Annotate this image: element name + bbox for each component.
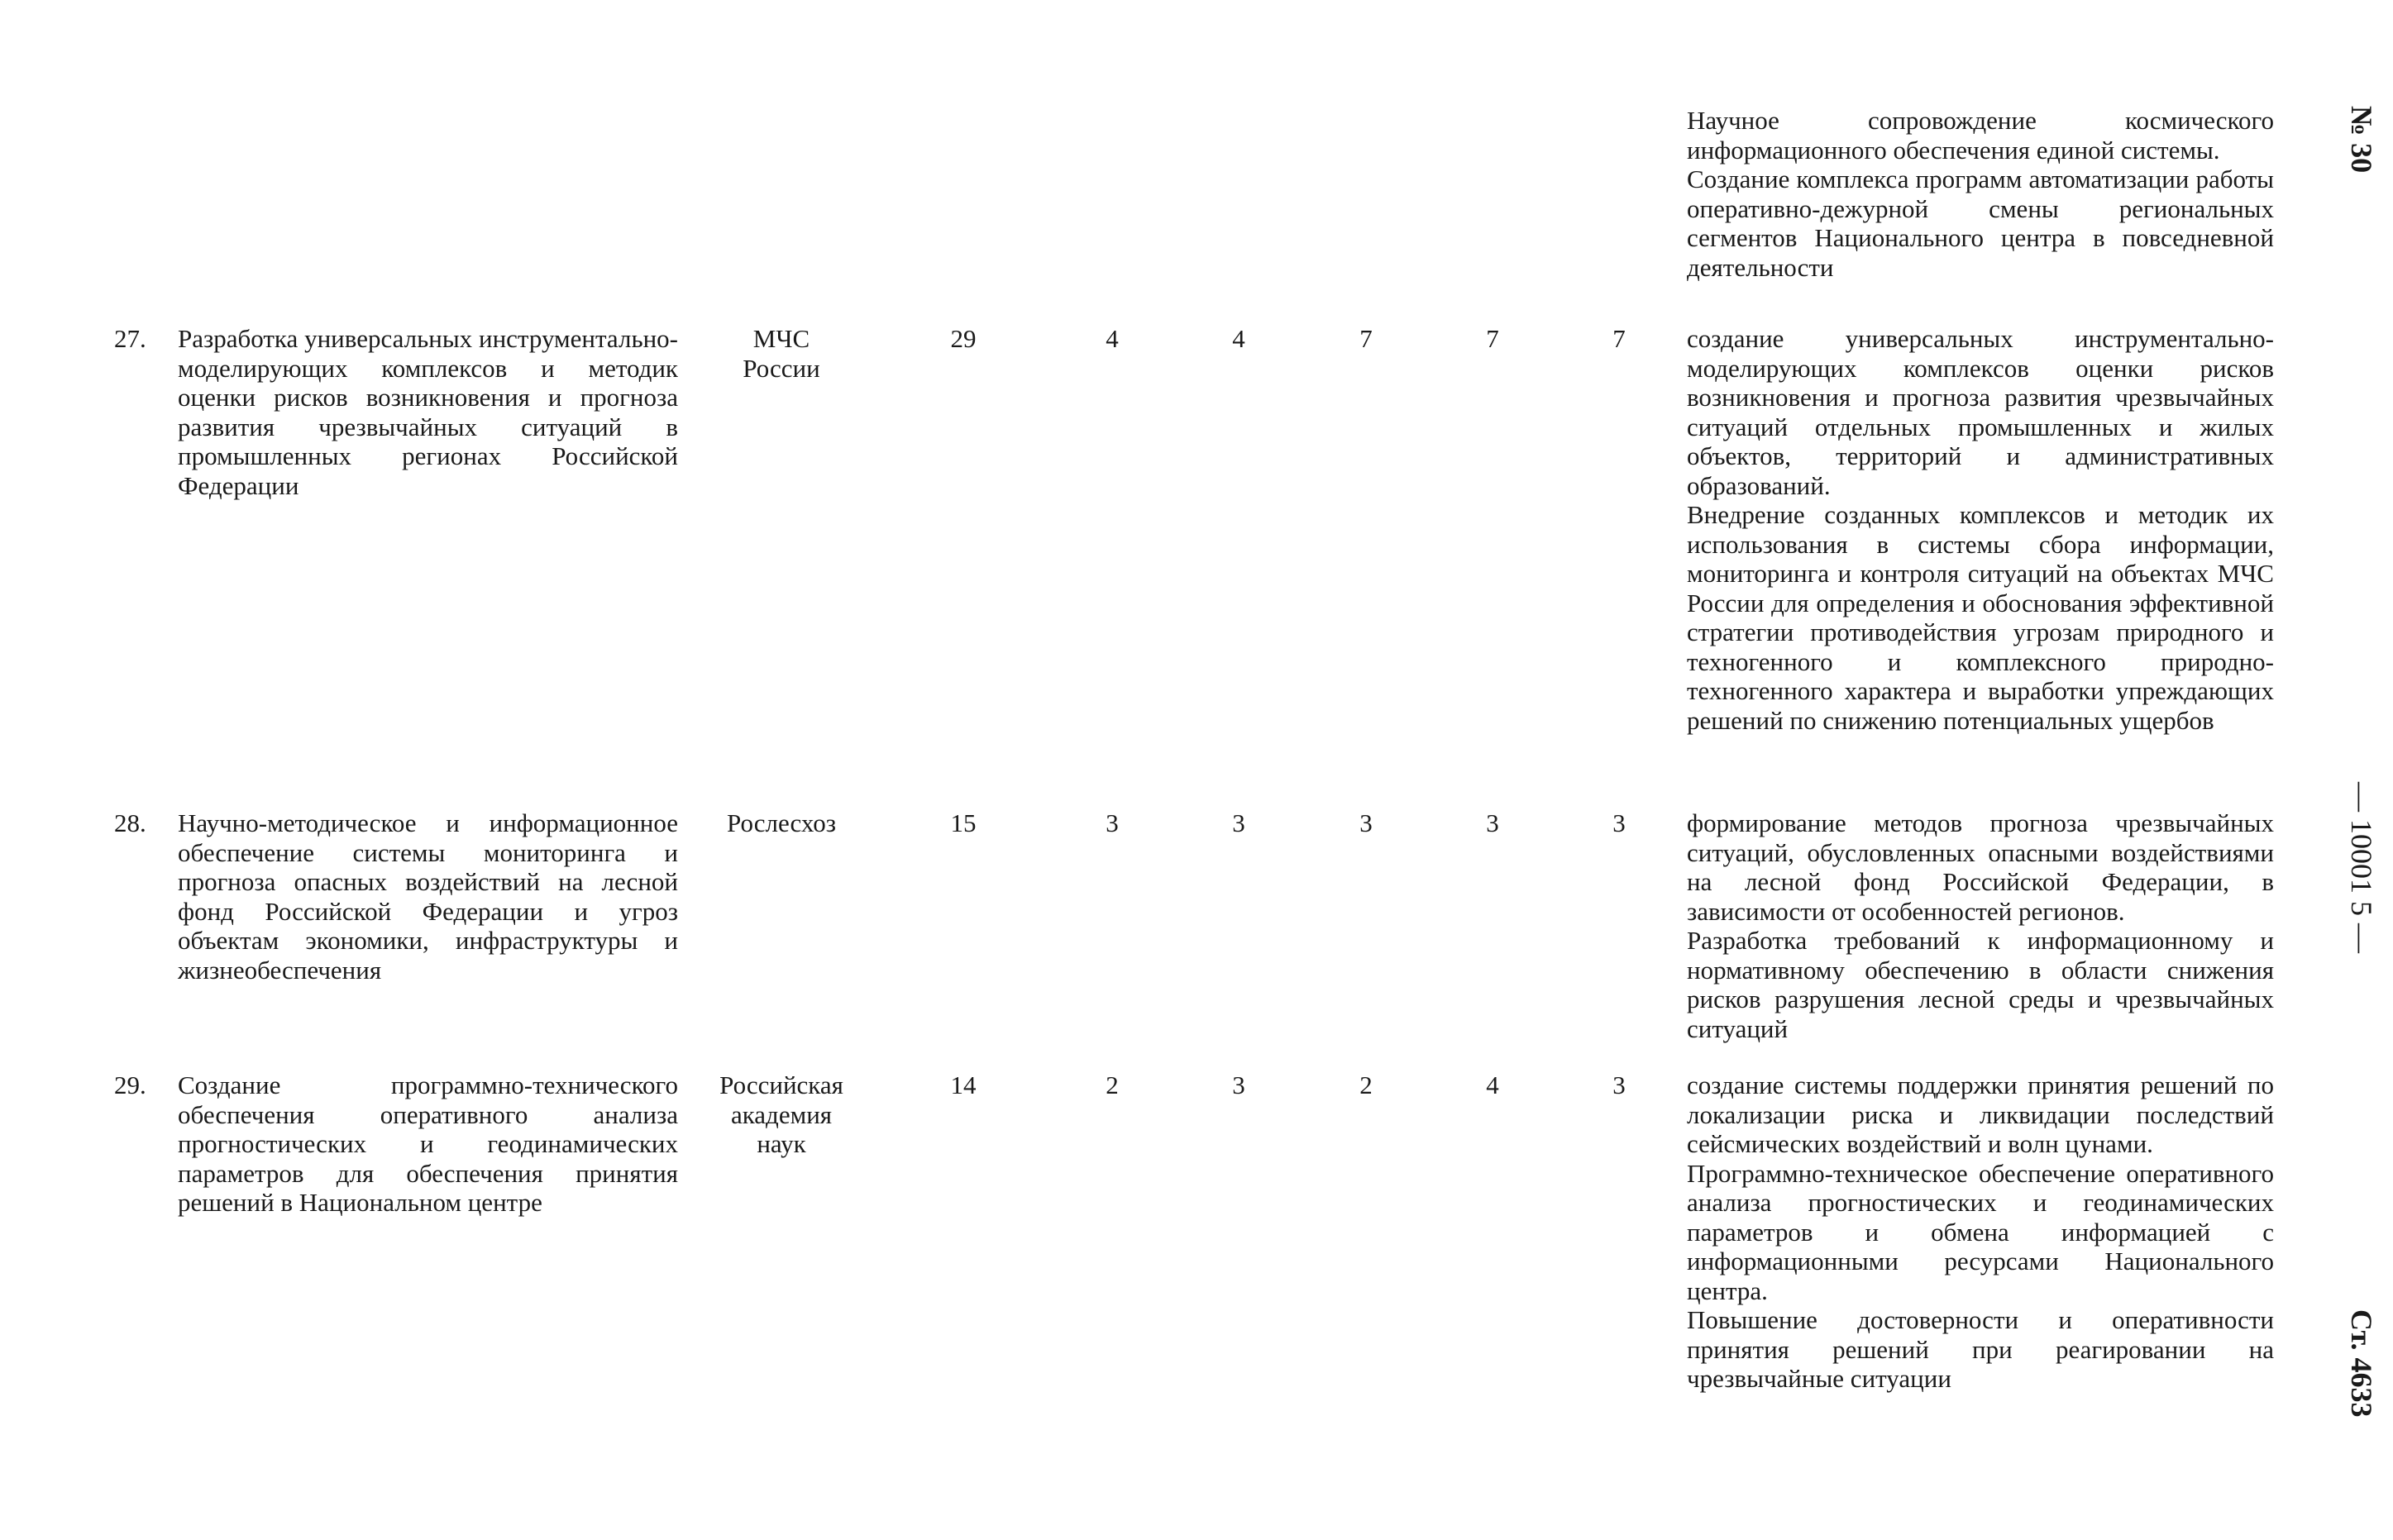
row-result [1687,1070,2274,1394]
document-number: — 10001 5 — [2345,782,2378,953]
value-year-3: 7 [1359,324,1373,353]
result-paragraph: Внедрение созданных комплексов и методик их использования в системы сбора информации, мониторинга и контроля ситуаций на объектах МЧС России для определения и обоснования эффективной стратегии противодействия угрозам природного и техногенного и комплексного природно-техногенного характера и выработки упреждающих решений по снижению потенциальных ущербов [1687,500,2274,735]
result-paragraph: Разработка требований к информационному и нормативному обеспечению в области снижения рисков разрушения лесной среды и чрезвычайных ситуаций [1687,926,2274,1043]
value-total: 29 [950,324,977,353]
result-paragraph: создание универсальных инструментально-моделирующих комплексов оценки рисков возникновения и прогноза развития чрезвычайных ситуаций отдельных промышленных и жилых объектов, территорий и административных образований. [1687,324,2274,500]
value-year-1: 3 [1106,808,1119,837]
result-paragraph: Программно-техническое обеспечение оперативного анализа прогностических и геодинамических параметров и обмена информацией с информационными ресурсами Национального центра. [1687,1158,2274,1305]
value-year-5: 7 [1612,324,1626,353]
value-year-4: 7 [1486,324,1499,353]
executor-line: России [743,353,820,383]
executor-line: академия [730,1099,833,1129]
value-year-3: 3 [1359,808,1373,837]
executor-line: Рослесхоз [727,808,836,837]
value-total: 14 [950,1070,977,1099]
row-result [1687,808,2274,1043]
executor-line: Российская [719,1070,843,1099]
row-result [1687,324,2274,735]
value-year-4: 4 [1486,1070,1499,1099]
value-year-5: 3 [1612,1070,1626,1099]
value-year-2: 3 [1232,808,1245,837]
value-year-1: 2 [1106,1070,1119,1099]
row-name: Научно-методическое и информационное обеспечение системы мониторинга и прогноза опасных воздействий на лесной фонд Российской Федерации и угроз объектам экономики, инфраструктуры и жизнеобеспечения [178,808,678,985]
value-year-2: 3 [1232,1070,1245,1099]
side-running-header [2347,106,2376,1445]
row-executor [695,808,868,838]
value-total: 15 [950,808,977,837]
continuation-paragraph-1: Научное сопровождение космического информационного обеспечения единой системы. [1687,106,2274,164]
value-year-2: 4 [1232,324,1245,353]
value-year-4: 3 [1486,808,1499,837]
executor-line: МЧС [752,324,810,353]
value-year-1: 4 [1106,324,1119,353]
page-number: Ст. 4633 [2345,1309,2378,1418]
row-name: Создание программно-технического обеспечения оперативного анализа прогностических и геодинамических параметров для обеспечения принятия решений в Национальном центре [178,1070,678,1217]
continuation-result [1687,106,2274,282]
row-number: 29. [114,1070,146,1099]
continuation-paragraph-2: Создание комплекса программ автоматизации работы оперативно-дежурной смены региональных сегментов Национального центра в повседневной деятельности [1687,164,2274,282]
row-number: 28. [114,808,146,837]
row-name: Разработка универсальных инструментально-моделирующих комплексов и методик оценки рисков возникновения и прогноза развития чрезвычайных ситуаций в промышленных регионах Российской Федерации [178,324,678,500]
value-year-5: 3 [1612,808,1626,837]
row-number: 27. [114,324,146,353]
row-executor [695,324,868,383]
result-paragraph: Повышение достоверности и оперативности принятия решений при реагировании на чрезвычайные ситуации [1687,1305,2274,1393]
result-paragraph: создание системы поддержки принятия решений по локализации риска и ликвидации последствий сейсмических воздействий и волн цунами. [1687,1070,2274,1158]
issue-number: № 30 [2345,106,2378,174]
result-paragraph: формирование методов прогноза чрезвычайных ситуаций, обусловленных опасными воздействиями на лесной фонд Российской Федерации, в зависимости от особенностей регионов. [1687,808,2274,926]
value-year-3: 2 [1359,1070,1373,1099]
executor-line: наук [757,1129,806,1158]
row-executor [695,1070,868,1159]
